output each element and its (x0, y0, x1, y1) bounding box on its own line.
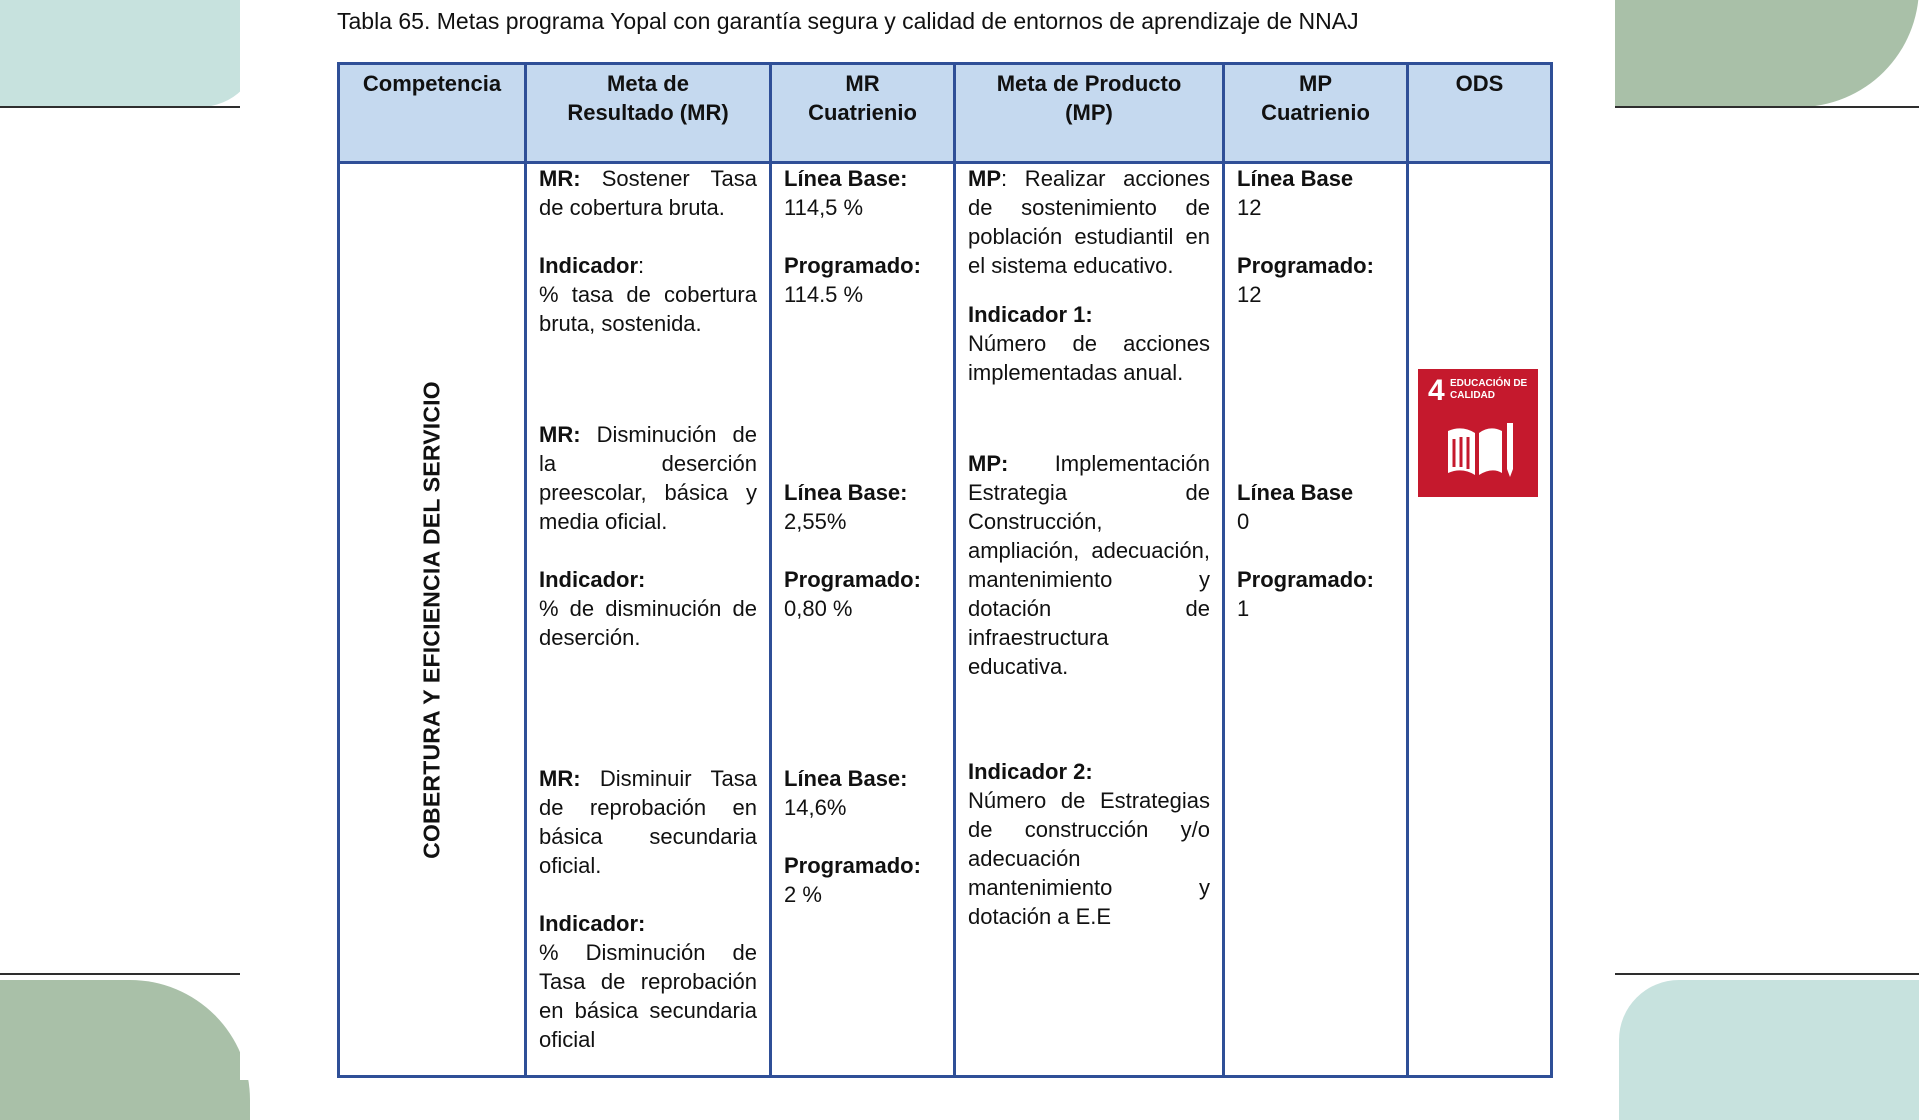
meta-resultado-cell (526, 163, 771, 1077)
sdg-label: EDUCACIÓN DE CALIDAD (1450, 378, 1528, 401)
mr-block-2: MR: Disminución de la deserción preescolar, básica y media oficial. Indicador: % de disminución de deserción. (539, 422, 757, 650)
header-competencia: Competencia (339, 64, 526, 163)
mr-cuatrienio-block-2: Línea Base: 2,55% Programado: 0,80 % (784, 480, 921, 621)
competencia-cell (339, 163, 526, 1077)
header-meta-producto: Meta de Producto (MP) (955, 64, 1224, 163)
decorative-shape-top-right (1604, 0, 1919, 107)
divider-line (0, 106, 240, 108)
goals-table (337, 62, 1553, 1078)
table-header-row (339, 64, 1552, 163)
decorative-shape-bottom-left (0, 980, 250, 1120)
book-pencil-icon (1444, 421, 1516, 481)
mr-cuatrienio-block-3: Línea Base: 14,6% Programado: 2 % (784, 766, 921, 907)
mr-cuatrienio-cell (771, 163, 955, 1077)
mr-cuatrienio-block-1: Línea Base: 114,5 % Programado: 114.5 % (784, 166, 921, 307)
header-mr-cuatrienio: MR Cuatrienio (771, 64, 955, 163)
mr-block-1: MR: Sostener Tasa de cobertura bruta. Indicador: % tasa de cobertura bruta, sostenida. (539, 166, 757, 336)
mp-cuatrienio-cell (1224, 163, 1408, 1077)
header-ods: ODS (1408, 64, 1552, 163)
decorative-shape-top-left (0, 0, 260, 107)
mp-cuatrienio-block-2: Línea Base 0 Programado: 1 (1237, 480, 1374, 621)
competencia-label: COBERTURA Y EFICIENCIA DEL SERVICIO (418, 380, 445, 859)
divider-line (1615, 973, 1919, 975)
meta-producto-cell (955, 163, 1224, 1077)
table-caption: Tabla 65. Metas programa Yopal con garantía segura y calidad de entornos de aprendizaje de NNAJ (337, 8, 1359, 34)
document-page (240, 0, 1615, 1080)
divider-line (1615, 106, 1919, 108)
mp-block-2: MP: Implementación Estrategia de Construcción, ampliación, adecuación, mantenimiento y dotación de infraestructura educativa. Indicador 2: Número de Estrategias de construcción y/o adecuación mantenimiento y dotación a E.E (968, 451, 1210, 929)
header-meta-resultado: Meta de Resultado (MR) (526, 64, 771, 163)
sdg-4-badge (1418, 369, 1538, 497)
mr-block-3: MR: Disminuir Tasa de reprobación en básica secundaria oficial. Indicador: % Disminución de Tasa de reprobación en básica secundaria oficial (539, 766, 757, 1052)
mp-block-1: MP: Realizar acciones de sostenimiento de población estudiantil en el sistema educativo. Indicador 1: Número de acciones implementadas anual. (968, 166, 1210, 385)
header-mp-cuatrienio: MP Cuatrienio (1224, 64, 1408, 163)
mp-cuatrienio-block-1: Línea Base 12 Programado: 12 (1237, 166, 1374, 307)
sdg-number: 4 (1428, 374, 1445, 407)
decorative-shape-bottom-right (1619, 980, 1919, 1120)
ods-cell (1408, 163, 1552, 1077)
table-row (339, 163, 1552, 1077)
divider-line (0, 973, 240, 975)
